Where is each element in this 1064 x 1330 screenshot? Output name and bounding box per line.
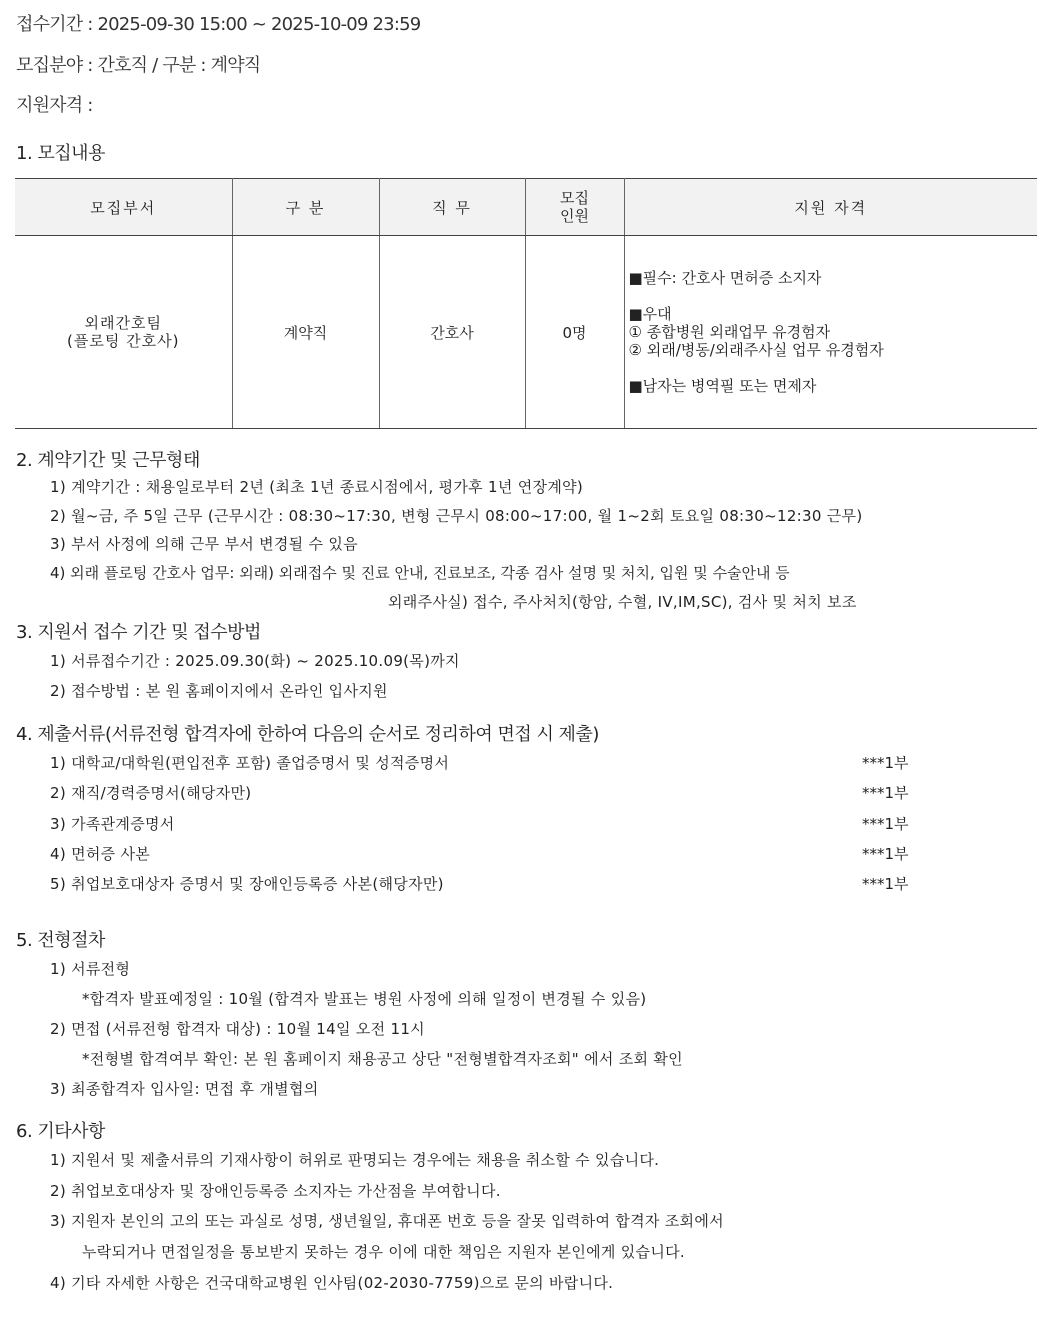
document-item: 4) 면허증 사본 — [50, 845, 151, 863]
header-job: 직 무 — [379, 179, 525, 236]
process-note-1: *합격자 발표예정일 : 10월 (합격자 발표는 병원 사정에 의해 일정이 변경될 수 있음) — [82, 990, 647, 1008]
header-qualification: 지원 자격 — [624, 179, 1037, 236]
document-item: 3) 가족관계증명서 — [50, 815, 175, 833]
process-note-2: *전형별 합격여부 확인: 본 원 홈페이지 채용공고 상단 "전형별합격자조회" 에서 조회 확인 — [82, 1050, 683, 1068]
table-row — [15, 236, 1037, 429]
contract-item-4-cont: 외래주사실) 접수, 주사처치(항암, 수혈, IV,IM,SC), 검사 및 처치 보조 — [388, 593, 857, 611]
document-qty: ***1부 — [862, 784, 909, 802]
qual-required: ■필수: 간호사 면허증 소지자 — [628, 269, 822, 287]
cell-type: 계약직 — [232, 236, 379, 429]
qual-military: ■남자는 병역필 또는 면제자 — [628, 377, 817, 395]
section-1-title: 1. 모집내용 — [16, 143, 105, 164]
apply-item-1: 1) 서류접수기간 : 2025.09.30(화) ~ 2025.10.09(목)까지 — [50, 652, 460, 670]
contract-item-3: 3) 부서 사정에 의해 근무 부서 변경될 수 있음 — [50, 535, 358, 553]
misc-item-1: 1) 지원서 및 제출서류의 기재사항이 허위로 판명되는 경우에는 채용을 취소할 수 있습니다. — [50, 1151, 660, 1169]
process-item-2: 2) 면접 (서류전형 합격자 대상) : 10월 14일 오전 11시 — [50, 1020, 425, 1038]
document-qty: ***1부 — [862, 815, 909, 833]
contract-item-2: 2) 월~금, 주 5일 근무 (근무시간 : 08:30~17:30, 변형 근무시 08:00~17:00, 월 1~2회 토요일 08:30~12:30 근무) — [50, 507, 863, 525]
section-2-title: 2. 계약기간 및 근무형태 — [16, 450, 200, 471]
table-header-row — [15, 179, 1037, 236]
misc-item-4: 4) 기타 자세한 사항은 건국대학교병원 인사팀(02-2030-7759)으로 문의 바랍니다. — [50, 1274, 614, 1292]
header-dept: 모집부서 — [15, 179, 232, 236]
cell-count: 0명 — [525, 236, 624, 429]
document-item: 5) 취업보호대상자 증명서 및 장애인등록증 사본(해당자만) — [50, 875, 444, 893]
header-count-line1: 모집 — [560, 189, 589, 207]
qual-preferred-2: ② 외래/병동/외래주사실 업무 유경험자 — [628, 341, 884, 359]
qual-preferred-1: ① 종합병원 외래업무 유경험자 — [628, 323, 831, 341]
dept-line1: 외래간호팀 — [84, 314, 162, 332]
header-count — [525, 179, 624, 236]
cell-qualification — [624, 236, 1037, 429]
misc-item-2: 2) 취업보호대상자 및 장애인등록증 소지자는 가산점을 부여합니다. — [50, 1182, 501, 1200]
header-type: 구 분 — [232, 179, 379, 236]
apply-item-2: 2) 접수방법 : 본 원 홈페이지에서 온라인 입사지원 — [50, 682, 388, 700]
document-qty: ***1부 — [862, 875, 909, 893]
document-item: 2) 재직/경력증명서(해당자만) — [50, 784, 252, 802]
section-5-title: 5. 전형절차 — [16, 930, 105, 951]
process-item-3: 3) 최종합격자 입사일: 면접 후 개별협의 — [50, 1080, 319, 1098]
process-item-1: 1) 서류전형 — [50, 960, 131, 978]
dept-line2: (플로팅 간호사) — [67, 332, 180, 350]
misc-item-3-cont: 누락되거나 면접일정을 통보받지 못하는 경우 이에 대한 책임은 지원자 본인에게 있습니다. — [82, 1243, 685, 1261]
qualification-label: 지원자격 : — [16, 95, 93, 116]
section-3-title: 3. 지원서 접수 기간 및 접수방법 — [16, 622, 261, 643]
qual-preferred: ■우대 — [628, 305, 672, 323]
recruit-table — [15, 178, 1037, 429]
document-qty: ***1부 — [862, 754, 909, 772]
contract-item-1: 1) 계약기간 : 채용일로부터 2년 (최초 1년 종료시점에서, 평가후 1년 연장계약) — [50, 478, 584, 496]
header-count-line2: 인원 — [560, 207, 589, 225]
section-4-title: 4. 제출서류(서류전형 합격자에 한하여 다음의 순서로 정리하여 면접 시 제출) — [16, 724, 599, 745]
recruit-field: 모집분야 : 간호직 / 구분 : 계약직 — [16, 55, 261, 76]
document-item: 1) 대학교/대학원(편입전후 포함) 졸업증명서 및 성적증명서 — [50, 754, 450, 772]
section-6-title: 6. 기타사항 — [16, 1121, 105, 1142]
cell-job: 간호사 — [379, 236, 525, 429]
contract-item-4: 4) 외래 플로팅 간호사 업무: 외래) 외래접수 및 진료 안내, 진료보조, 각종 검사 설명 및 처치, 입원 및 수술안내 등 — [50, 564, 790, 582]
application-period: 접수기간 : 2025-09-30 15:00 ~ 2025-10-09 23:59 — [16, 14, 421, 35]
cell-dept — [15, 236, 232, 429]
document-qty: ***1부 — [862, 845, 909, 863]
misc-item-3: 3) 지원자 본인의 고의 또는 과실로 성명, 생년월일, 휴대폰 번호 등을 잘못 입력하여 합격자 조회에서 — [50, 1212, 724, 1230]
